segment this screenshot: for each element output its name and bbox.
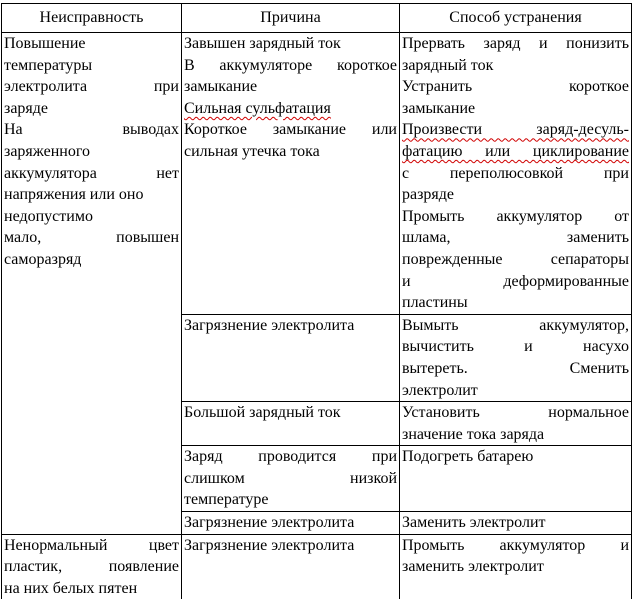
header-remedy: Способ устранения: [400, 4, 632, 33]
cause-line: температуре: [184, 491, 269, 509]
remedy-line: замыкание: [402, 99, 476, 117]
table-row: [2, 534, 632, 599]
cause-line: Заряд проводится при: [184, 448, 397, 466]
fault-cell: [2, 534, 182, 599]
remedy-line: вытереть. Сменить: [402, 359, 629, 377]
remedy-line: разряде: [402, 186, 455, 204]
remedy-line: Прервать заряд и понизить: [402, 35, 629, 52]
remedy-cell: [400, 512, 632, 535]
remedy-line: вычистить и насухо: [402, 338, 629, 356]
remedy-line: с переполюсовкой при: [402, 164, 629, 182]
fault-line: на них белых пятен: [4, 579, 138, 597]
cause-cell: [182, 512, 400, 535]
cause-line: Загрязнение электролита: [184, 316, 355, 334]
header-fault: Неисправность: [2, 4, 182, 33]
remedy-line: Установить нормальное: [402, 404, 629, 422]
cause-line: слишком низкой: [184, 469, 397, 487]
cause-line: В аккумуляторе короткое: [184, 56, 397, 74]
cause-line: Завышен зарядный ток: [184, 35, 341, 52]
fault-line: электролита при: [4, 78, 179, 96]
remedy-line: Подогреть батарею: [402, 448, 534, 466]
remedy-line: значение тока заряда: [402, 425, 545, 443]
cause-line: Сильная сульфатация: [184, 99, 331, 117]
cause-line: Загрязнение электролита: [184, 536, 355, 554]
remedy-line: шлама, заменить: [402, 229, 629, 247]
cause-cell: [182, 534, 400, 599]
fault-line: пластик, появление: [4, 558, 179, 576]
fault-line: заряде: [4, 99, 49, 117]
remedy-line: Заменить электролит: [402, 514, 546, 532]
remedy-line: Вымыть аккумулятор,: [402, 316, 629, 334]
remedy-line: пластины: [402, 294, 468, 312]
fault-line: мало, повышен: [4, 229, 179, 247]
fault-cell: [2, 33, 182, 535]
fault-line: напряжения или оно: [4, 186, 144, 204]
fault-line: температуры: [4, 56, 93, 74]
remedy-line: Произвести заряд-десуль-: [402, 121, 629, 139]
remedy-line: заменить электролит: [402, 558, 544, 576]
cause-line: Большой зарядный ток: [184, 404, 341, 422]
remedy-line: и деформированные: [402, 272, 629, 290]
table-header-row: [2, 4, 632, 33]
remedy-line: Промыть аккумулятор и: [402, 536, 629, 554]
remedy-cell: [400, 446, 632, 512]
table-row: [2, 33, 632, 315]
remedy-cell: [400, 534, 632, 599]
fault-line: недопустимо: [4, 207, 93, 225]
cause-line: Короткое замыкание или: [184, 121, 397, 139]
remedy-cell: [400, 402, 632, 446]
cause-cell: [182, 446, 400, 512]
remedy-line: фатацию или циклирование: [402, 142, 629, 160]
cause-line: сильная утечка тока: [184, 142, 320, 160]
remedy-cell: [400, 33, 632, 315]
troubleshooting-table: [1, 3, 632, 599]
remedy-line: зарядный ток: [402, 56, 494, 74]
fault-line: заряженного: [4, 142, 91, 160]
cause-cell: [182, 314, 400, 401]
cause-cell: [182, 33, 400, 315]
fault-line: саморазряд: [4, 250, 82, 268]
remedy-line: поврежденные сепараторы: [402, 250, 629, 268]
cause-line: замыкание: [184, 78, 258, 96]
remedy-line: Устранить короткое: [402, 78, 629, 96]
remedy-line: электролит: [402, 381, 478, 399]
header-cause: Причина: [182, 4, 400, 33]
remedy-cell: [400, 314, 632, 401]
fault-line: На выводах: [4, 121, 179, 139]
fault-line: Повышение: [4, 35, 86, 52]
fault-line: аккумулятора нет: [4, 164, 179, 182]
cause-cell: [182, 402, 400, 446]
fault-line: Ненормальный цвет: [4, 536, 179, 554]
remedy-line: Промыть аккумулятор от: [402, 207, 629, 225]
cause-line: Загрязнение электролита: [184, 514, 355, 532]
